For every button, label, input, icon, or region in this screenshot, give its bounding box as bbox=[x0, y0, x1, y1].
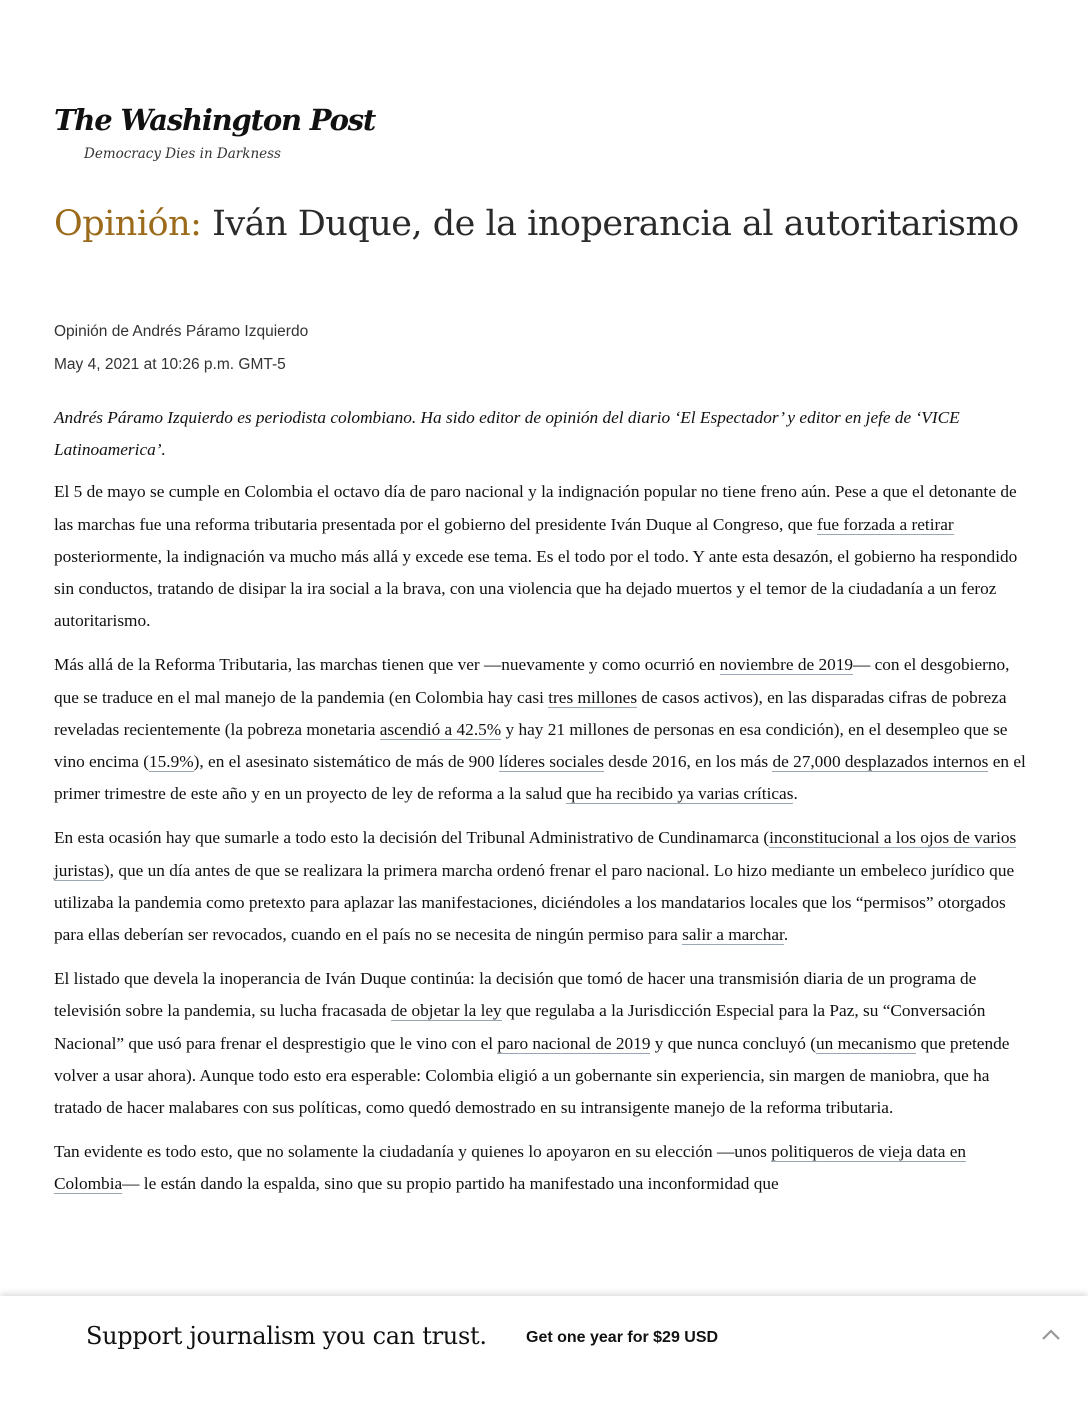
article-body bbox=[54, 402, 1038, 1213]
inline-link[interactable]: noviembre de 2019 bbox=[719, 655, 854, 675]
inline-link[interactable]: politiqueros de vieja data en Colombia bbox=[54, 1142, 967, 1194]
text: posteriormente, la indignación va mucho más allá y excede ese tema. Es el todo por el todo. Y ante esta desazón, el gobierno ha respondido sin conductos, tratando de disipar la ira social a la brava, con una violencia que ha dejado muertos y el temor de la ciudadanía a un feroz autoritarismo. bbox=[54, 546, 1018, 631]
text: . bbox=[783, 925, 789, 945]
inline-link[interactable]: 15.9% bbox=[149, 752, 194, 772]
text: . bbox=[793, 784, 798, 804]
text: de casos activos), en las disparadas cifras de pobreza reveladas recientemente (la pobreza monetaria bbox=[54, 687, 1007, 739]
inline-link[interactable]: fue forzada a retirar bbox=[816, 514, 954, 534]
author-intro: Andrés Páramo Izquierdo es periodista colombiano. Ha sido editor de opinión del diario ‘El Espectador’ y editor en jefe de ‘VICE Latinoamerica’. bbox=[54, 408, 960, 460]
chevron-up-icon[interactable] bbox=[1040, 1324, 1062, 1346]
inline-link[interactable]: salir a marchar bbox=[682, 925, 784, 945]
inline-link[interactable]: de objetar la ley bbox=[390, 1001, 502, 1021]
text: que pretende volver a usar ahora). Aunque todo esto era esperable: Colombia eligió a un gobernante sin experiencia, sin margen de maniobra, que ha tratado de hacer malabares con sus políticas, como quedó demostrado en su intransigente manejo de la reforma tributaria. bbox=[54, 1033, 1010, 1118]
paragraph-5 bbox=[54, 1136, 1038, 1200]
text: — le están dando la espalda, sino que su propio partido ha manifestado una inconformidad que bbox=[122, 1174, 779, 1194]
text: ), que un día antes de que se realizara la primera marcha ordenó frenar el paro nacional. Lo hizo mediante un embeleco jurídico que utilizaba la pandemia como pretexto para aplazar las manifestaciones, diciéndoles a los mandatarios locales que los “permisos” otorgados para ellas deberían ser revocados, cuando en el país no se necesita de ningún permiso para bbox=[54, 860, 1015, 945]
inline-link[interactable]: tres millones bbox=[548, 687, 638, 707]
inline-link[interactable]: de 27,000 desplazados internos bbox=[772, 752, 989, 772]
inline-link[interactable]: inconstitucional a los ojos de varios juristas bbox=[54, 828, 1017, 880]
masthead-tagline: Democracy Dies in Darkness bbox=[84, 146, 281, 162]
subscribe-message: Support journalism you can trust. bbox=[86, 1322, 487, 1350]
text: Tan evidente es todo esto, que no solamente la ciudadanía y quienes lo apoyaron en su elección —unos bbox=[54, 1142, 772, 1162]
text: y hay 21 millones de personas en esa condición), en el desempleo que se vino encima ( bbox=[54, 719, 1008, 772]
inline-link[interactable]: paro nacional de 2019 bbox=[497, 1033, 651, 1053]
inline-link[interactable]: un mecanismo bbox=[816, 1033, 917, 1053]
text: Más allá de la Reforma Tributaria, las marchas tienen que ver —nuevamente y como ocurrió en bbox=[54, 655, 720, 675]
paragraph-3 bbox=[54, 822, 1038, 951]
masthead bbox=[54, 100, 376, 140]
opinion-kicker[interactable]: Opinión: bbox=[54, 204, 202, 244]
text: — con el desgobierno, que se traduce en el mal manejo de la pandemia (en Colombia hay casi bbox=[54, 655, 1010, 707]
text: El 5 de mayo se cumple en Colombia el octavo día de paro nacional y la indignación popular no tiene freno aún. Pese a que el detonante de las marchas fue una reforma tributaria presentada por el gobierno del presidente Iván Duque al Congreso, que bbox=[54, 482, 1017, 534]
subscribe-bar bbox=[0, 1296, 1088, 1408]
paragraph-1 bbox=[54, 476, 1038, 637]
paragraph-4 bbox=[54, 963, 1038, 1124]
text: El listado que devela la inoperancia de Iván Duque continúa: la decisión que tomó de hacer una transmisión diaria de un programa de televisión sobre la pandemia, su lucha fracasada bbox=[54, 969, 977, 1021]
inline-link[interactable]: ascendió a 42.5% bbox=[379, 719, 502, 739]
text: y que nunca concluyó ( bbox=[650, 1033, 817, 1053]
subscribe-offer-button[interactable]: Get one year for $29 USD bbox=[526, 1329, 719, 1346]
publish-date: May 4, 2021 at 10:26 p.m. GMT-5 bbox=[54, 356, 286, 373]
paragraph-2 bbox=[54, 649, 1038, 810]
article-headline bbox=[54, 198, 1034, 250]
inline-link[interactable]: líderes sociales bbox=[498, 752, 604, 772]
text: ), en el asesinato sistemático de más de 900 bbox=[193, 752, 499, 772]
text: en el primer trimestre de este año y en un proyecto de ley de reforma a la salud bbox=[54, 752, 1026, 804]
washington-post-logo[interactable]: The Washington Post bbox=[54, 103, 376, 137]
headline-title: Iván Duque, de la inoperancia al autoritarismo bbox=[212, 204, 1019, 244]
byline: Opinión de Andrés Páramo Izquierdo bbox=[54, 323, 309, 340]
text: En esta ocasión hay que sumarle a todo esto la decisión del Tribunal Administrativo de Cundinamarca ( bbox=[54, 828, 770, 848]
inline-link[interactable]: que ha recibido ya varias críticas bbox=[566, 784, 794, 804]
text: desde 2016, en los más bbox=[603, 752, 773, 772]
text: que regulaba a la Jurisdicción Especial para la Paz, su “Conversación Nacional” que usó para frenar el desprestigio que le vino con el bbox=[54, 1001, 986, 1053]
